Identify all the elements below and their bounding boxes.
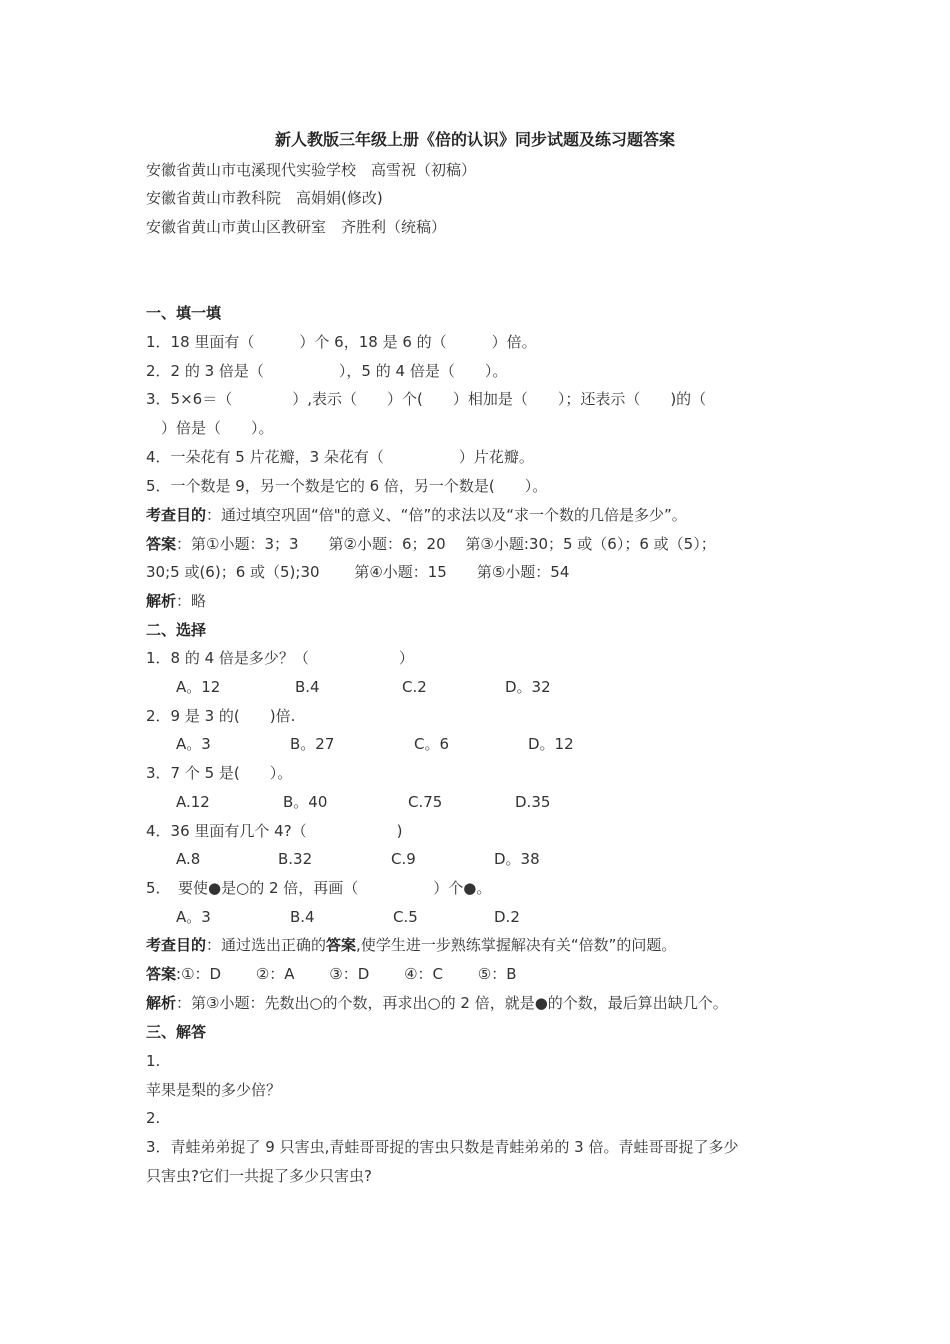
answer-line-continued: 30;5 或(6)；6 或（5);30 第④小题：15 第⑤小题：54 bbox=[146, 563, 570, 581]
analysis-line: 解析：第③小题：先数出○的个数，再求出○的 2 倍，就是●的个数，最后算出缺几个。 bbox=[146, 994, 728, 1012]
option-b: B.32 bbox=[278, 850, 313, 868]
option-c: C.2 bbox=[402, 678, 427, 696]
section-heading: 二、选择 bbox=[146, 621, 207, 639]
fill-question: 3．5×6＝（ ）,表示（ ）个( ）相加是（ ）；还表示（ )的（ bbox=[146, 390, 707, 408]
document-title: 新人教版三年级上册《倍的认识》同步试题及练习题答案 bbox=[274, 130, 675, 149]
option-a: A。12 bbox=[176, 678, 221, 696]
fill-question-continued: ）倍是（ ）。 bbox=[146, 419, 274, 437]
option-a: A。3 bbox=[176, 735, 211, 753]
choice-question: 5． 要使●是○的 2 倍，再画（ ）个●。 bbox=[146, 879, 492, 897]
option-d: D.2 bbox=[494, 908, 520, 926]
solve-question-continued: 只害虫?它们一共捉了多少只害虫? bbox=[146, 1167, 372, 1185]
option-d: D.35 bbox=[515, 793, 551, 811]
analysis-line: 解析：略 bbox=[146, 592, 207, 610]
option-c: C.9 bbox=[391, 850, 416, 868]
fill-question: 1．18 里面有（ ）个 6，18 是 6 的（ ）倍。 bbox=[146, 333, 537, 351]
choice-options bbox=[176, 907, 776, 927]
choice-question: 3．7 个 5 是( ）。 bbox=[146, 764, 293, 782]
option-b: B.4 bbox=[295, 678, 320, 696]
choice-options bbox=[176, 734, 776, 754]
option-d: D。38 bbox=[494, 850, 540, 868]
answer-line: 答案:①：D ②：A ③：D ④：C ⑤：B bbox=[146, 965, 517, 983]
answer-line: 答案：第①小题：3；3 第②小题：6；20 第③小题:30；5 或（6）；6 或（5）； bbox=[146, 535, 716, 553]
author-line: 安徽省黄山市教科院 高娟娟(修改) bbox=[146, 189, 383, 207]
purpose-line: 考查目的：通过选出正确的答案,使学生进一步熟练掌握解决有关“倍数”的问题。 bbox=[146, 936, 677, 954]
solve-question: 苹果是梨的多少倍？ bbox=[146, 1081, 282, 1099]
option-d: D。32 bbox=[505, 678, 551, 696]
choice-question: 1．8 的 4 倍是多少？（ ） bbox=[146, 649, 414, 667]
option-c: C.75 bbox=[408, 793, 443, 811]
purpose-line: 考查目的：通过填空巩固“倍"的意义、“倍”的求法以及“求一个数的几倍是多少”。 bbox=[146, 506, 687, 524]
option-a: A。3 bbox=[176, 908, 211, 926]
option-d: D。12 bbox=[528, 735, 574, 753]
solve-question-number: 1. bbox=[146, 1052, 161, 1070]
option-b: B。27 bbox=[290, 735, 335, 753]
fill-question: 5．一个数是 9，另一个数是它的 6 倍，另一个数是( ）。 bbox=[146, 477, 548, 495]
fill-question: 2．2 的 3 倍是（ ），5 的 4 倍是（ ）。 bbox=[146, 362, 508, 380]
choice-options bbox=[176, 677, 776, 697]
option-b: B.4 bbox=[290, 908, 315, 926]
choice-question: 2．9 是 3 的( )倍. bbox=[146, 707, 296, 725]
choice-options bbox=[176, 849, 776, 869]
solve-question: 3．青蛙弟弟捉了 9 只害虫,青蛙哥哥捉的害虫只数是青蛙弟弟的 3 倍。青蛙哥哥捉了多少 bbox=[146, 1138, 739, 1156]
option-a: A.8 bbox=[176, 850, 201, 868]
solve-question-number: 2. bbox=[146, 1109, 161, 1127]
option-a: A.12 bbox=[176, 793, 210, 811]
section-heading: 三、解答 bbox=[146, 1023, 207, 1041]
option-c: C。6 bbox=[414, 735, 450, 753]
choice-options bbox=[176, 792, 776, 812]
option-c: C.5 bbox=[393, 908, 418, 926]
author-line: 安徽省黄山市黄山区教研室 齐胜利（统稿） bbox=[146, 218, 447, 236]
choice-question: 4．36 里面有几个 4?（ ) bbox=[146, 822, 403, 840]
option-b: B。40 bbox=[283, 793, 328, 811]
fill-question: 4．一朵花有 5 片花瓣，3 朵花有（ ）片花瓣。 bbox=[146, 448, 534, 466]
author-line: 安徽省黄山市屯溪现代实验学校 高雪祝（初稿） bbox=[146, 161, 477, 179]
section-heading: 一、填一填 bbox=[146, 304, 222, 322]
